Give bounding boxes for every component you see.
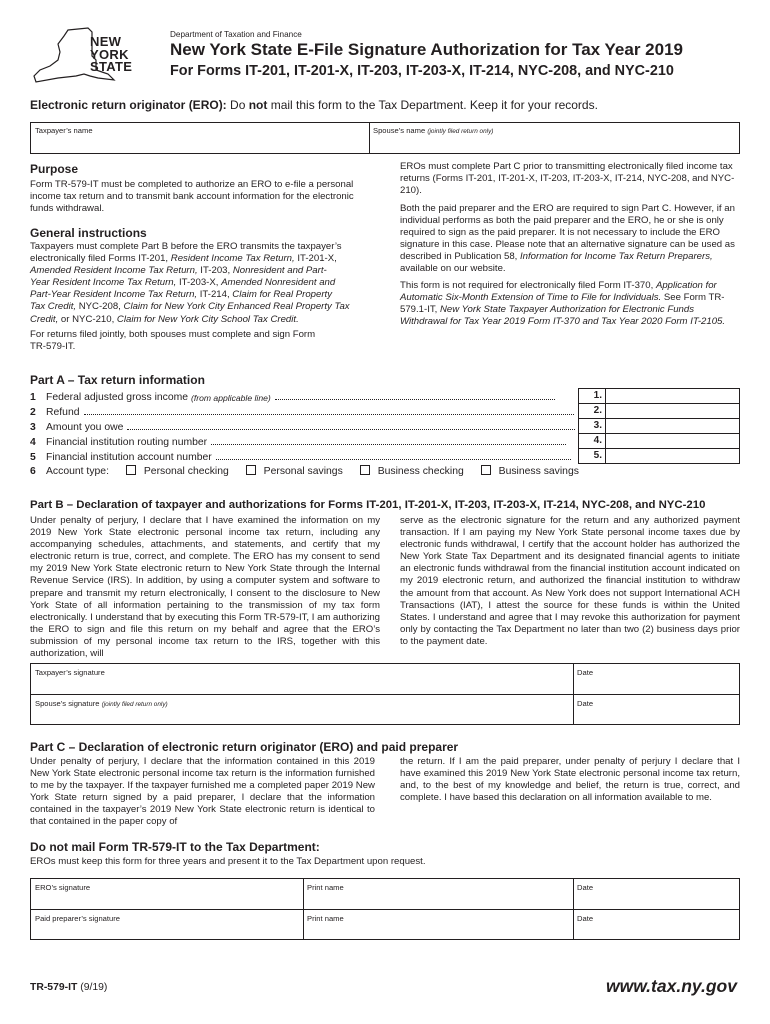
line-2-box-num: 2. bbox=[578, 403, 606, 419]
line-2-num: 2 bbox=[30, 407, 36, 418]
logo-line-2: YORK bbox=[90, 46, 129, 62]
spouse-signature-label bbox=[35, 699, 168, 708]
ero-notice-not: not bbox=[248, 98, 268, 112]
general-instructions-text: Taxpayers must complete Part B before the ERO transmits the taxpayer’s electronically filed Forms IT-201, Resident Income Tax Return, IT-201-X, Amended Resident Income Tax Return, IT-203, Nonresident and Part- Year Resident Income Tax Return, IT-203-X, Amended Nonresident and Part-Year Resident Income Tax Return, IT-214, Claim for Real Property Tax Credit, NYC-208, Claim for New York City Enhanced Real Property Tax Credit, or NYC-210, Claim for New York City School Tax Credit. bbox=[30, 241, 350, 325]
spouse-name-note: (jointly filed return only) bbox=[427, 128, 494, 135]
line-3-box-num: 3. bbox=[578, 418, 606, 434]
logo-line-1: NEW bbox=[90, 34, 122, 49]
part-a-line-6 bbox=[30, 465, 579, 477]
do-not-mail-heading: Do not mail Form TR-579-IT to the Tax Department: bbox=[30, 840, 320, 854]
taxpayer-signature-label: Taxpayer’s signature bbox=[35, 668, 105, 677]
business-savings-checkbox[interactable] bbox=[481, 465, 491, 475]
names-box bbox=[30, 122, 740, 154]
federal-agi-field[interactable] bbox=[605, 388, 740, 404]
spouse-signature-text: Spouse’s signature bbox=[35, 699, 100, 708]
preparer-signature-label: Paid preparer’s signature bbox=[35, 914, 120, 923]
department-name: Department of Taxation and Finance bbox=[170, 30, 302, 39]
line-2-label: Refund bbox=[46, 407, 80, 418]
form-id bbox=[30, 982, 107, 993]
right-col-p1: EROs must complete Part C prior to transmitting electronically filed income tax returns (Forms IT-201, IT-201-X, IT-203, IT-203-X, IT-214, NYC-208, and NYC-210). bbox=[400, 161, 735, 197]
spouse-name-label bbox=[373, 126, 493, 135]
ero-print-name-field[interactable] bbox=[305, 893, 572, 908]
line-3-label: Amount you owe bbox=[46, 422, 124, 433]
part-b-heading: Part B – Declaration of taxpayer and authorizations for Forms IT-201, IT-201-X, IT-203, IT-203-X, IT-214, NYC-208, and NYC-210 bbox=[30, 499, 706, 511]
part-b-right-text: serve as the electronic signature for the return and any authorized payment transaction. If I am paying my New York State personal income taxes due by electronic funds withdrawal, I certify that the account holder has authorized the New York State Tax Department and its designated financial agents to initiate an electronic funds withdrawal from the financial institution account indicated on my 2019 electronic return, and authorized the financial institution to withdraw the amount from that account. As New York does not support International ACH Transactions (IAT), I attest the source for these funds is within the United States. I understand and agree that I may revoke this authorization for payment only by contacting the Tax Department no later than two (2) business days prior to the payment date. bbox=[400, 515, 740, 647]
ero-notice-label: Electronic return originator (ERO): bbox=[30, 98, 227, 112]
right-col-p3: This form is not required for electronically filed Form IT-370, Application for Automatic Six-Month Extension of Time to File for Individuals. See Form TR-579.1-IT, New York State Taxpayer Authorization for Electronic Funds Withdrawal for Tax Year 2019 Form IT-370 and Tax Year 2020 Form IT-2105. bbox=[400, 280, 726, 328]
personal-savings-label: Personal savings bbox=[263, 466, 343, 477]
line-4-label: Financial institution routing number bbox=[46, 437, 208, 448]
spouse-date-field[interactable] bbox=[575, 709, 739, 724]
preparer-date-field[interactable] bbox=[575, 924, 739, 939]
part-b-left-text: Under penalty of perjury, I declare that I have examined the information on my 2019 New York State electronic personal income tax return, including any accompanying schedules, attachments, and statements, and certify that my electronic return is true, correct, and complete. The ERO has my consent to send my 2019 New York State electronic return to New York State through the Internal Revenue Service (IRS). In addition, by using a computer system and software to prepare and transmit my return electronically, I consent to the disclosure to New York State of all information pertaining to the transmission of my tax form electronically. I understand that by executing this Form TR-579-IT, I am authorizing the ERO to sign and file this return on my behalf and agree that the ERO’s submission of my personal income tax return to the IRS, together with this authorization, will bbox=[30, 515, 380, 660]
purpose-heading: Purpose bbox=[30, 162, 79, 176]
ero-notice-text-b: mail this form to the Tax Department. Keep it for your records. bbox=[267, 98, 598, 112]
joint-returns-text: For returns filed jointly, both spouses must complete and sign Form TR-579-IT. bbox=[30, 329, 316, 353]
line-4-num: 4 bbox=[30, 437, 36, 448]
refund-field[interactable] bbox=[605, 403, 740, 419]
part-c-right-text: the return. If I am the paid preparer, under penalty of perjury I declare that I have examined this 2019 New York State electronic personal income tax return, and, to the best of my knowledge and belief, the return is true, correct, and complete. I have based this declaration on all information available to me. bbox=[400, 756, 740, 804]
ero-date-field[interactable] bbox=[575, 893, 739, 908]
preparer-print-name-field[interactable] bbox=[305, 924, 572, 939]
spouse-name-text: Spouse’s name bbox=[373, 126, 426, 135]
ero-date-label: Date bbox=[577, 883, 594, 892]
ero-notice bbox=[30, 98, 598, 112]
spouse-signature-note: (jointly filed return only) bbox=[101, 701, 168, 708]
general-instructions-heading: General instructions bbox=[30, 226, 147, 240]
line-3-num: 3 bbox=[30, 422, 36, 433]
amount-owe-field[interactable] bbox=[605, 418, 740, 434]
account-type-label: Account type: bbox=[46, 466, 109, 477]
do-not-mail-text: EROs must keep this form for three years and present it to the Tax Department upon request. bbox=[30, 856, 426, 867]
ero-signature-label: ERO’s signature bbox=[35, 883, 91, 892]
preparer-signature-field[interactable] bbox=[32, 924, 302, 939]
part-c-heading: Part C – Declaration of electronic return originator (ERO) and paid preparer bbox=[30, 740, 459, 754]
account-number-field[interactable] bbox=[605, 448, 740, 464]
personal-savings-checkbox[interactable] bbox=[246, 465, 256, 475]
purpose-text: Form TR-579-IT must be completed to authorize an ERO to e-file a personal income tax return and to transmit bank account information for the electronic funds withdrawal. bbox=[30, 179, 354, 215]
ero-signature-field[interactable] bbox=[32, 893, 302, 908]
form-title: New York State E-File Signature Authorization for Tax Year 2019 bbox=[170, 40, 683, 59]
spouse-date-label: Date bbox=[577, 699, 594, 708]
taxpayer-signature-box bbox=[30, 663, 740, 725]
part-c-left-text: Under penalty of perjury, I declare that the information contained in this 2019 New York State electronic personal income tax return is the information furnished to me by the taxpayer. If the taxpayer furnished me a completed paper 2019 New York State return signed by a paid preparer, I declare that the information contained in the taxpayer’s 2019 New York State electronic return is identical to that contained in the paper copy of bbox=[30, 756, 375, 828]
form-revision: (9/19) bbox=[77, 982, 108, 993]
spouse-name-field[interactable] bbox=[371, 137, 739, 153]
preparer-print-name-label: Print name bbox=[307, 914, 344, 923]
preparer-date-label: Date bbox=[577, 914, 594, 923]
taxpayer-date-label: Date bbox=[577, 668, 594, 677]
line-1-box-num: 1. bbox=[578, 388, 606, 404]
ero-notice-text-a: Do bbox=[226, 98, 249, 112]
ero-print-name-label: Print name bbox=[307, 883, 344, 892]
line-1-label: Federal adjusted gross income bbox=[46, 392, 189, 403]
personal-checking-label: Personal checking bbox=[143, 466, 229, 477]
line-5-box-num: 5. bbox=[578, 448, 606, 464]
form-subtitle: For Forms IT-201, IT-201-X, IT-203, IT-203-X, IT-214, NYC-208, and NYC-210 bbox=[170, 63, 674, 79]
personal-checking-checkbox[interactable] bbox=[126, 465, 136, 475]
business-checking-label: Business checking bbox=[377, 466, 464, 477]
taxpayer-date-field[interactable] bbox=[575, 678, 739, 693]
line-1-num: 1 bbox=[30, 392, 36, 403]
part-a-heading: Part A – Tax return information bbox=[30, 373, 205, 387]
line-5-num: 5 bbox=[30, 452, 36, 463]
ero-signature-box bbox=[30, 878, 740, 940]
taxpayer-signature-field[interactable] bbox=[32, 678, 572, 693]
line-6-num: 6 bbox=[30, 466, 36, 477]
website-link[interactable]: www.tax.ny.gov bbox=[606, 976, 737, 996]
logo-line-3: STATE bbox=[90, 59, 133, 74]
business-savings-label: Business savings bbox=[498, 466, 579, 477]
taxpayer-name-field[interactable] bbox=[32, 137, 368, 153]
ny-state-logo bbox=[28, 26, 146, 88]
line-1-note: (from applicable line) bbox=[190, 393, 271, 403]
line-5-label: Financial institution account number bbox=[46, 452, 212, 463]
spouse-signature-field[interactable] bbox=[32, 709, 572, 724]
form-id-code: TR-579-IT bbox=[30, 982, 78, 993]
line-4-box-num: 4. bbox=[578, 433, 606, 449]
right-col-p2: Both the paid preparer and the ERO are required to sign Part C. However, if an individual performs as both the paid preparer and the ERO, he or she is only required to sign as the paid preparer. It is not necessary to include the ERO signature in this case. Please note that an alternative signature can be used as described in Publication 58, Information for Income Tax Return Preparers, available on our website. bbox=[400, 203, 735, 275]
taxpayer-name-label: Taxpayer’s name bbox=[35, 126, 93, 135]
business-checking-checkbox[interactable] bbox=[360, 465, 370, 475]
routing-number-field[interactable] bbox=[605, 433, 740, 449]
